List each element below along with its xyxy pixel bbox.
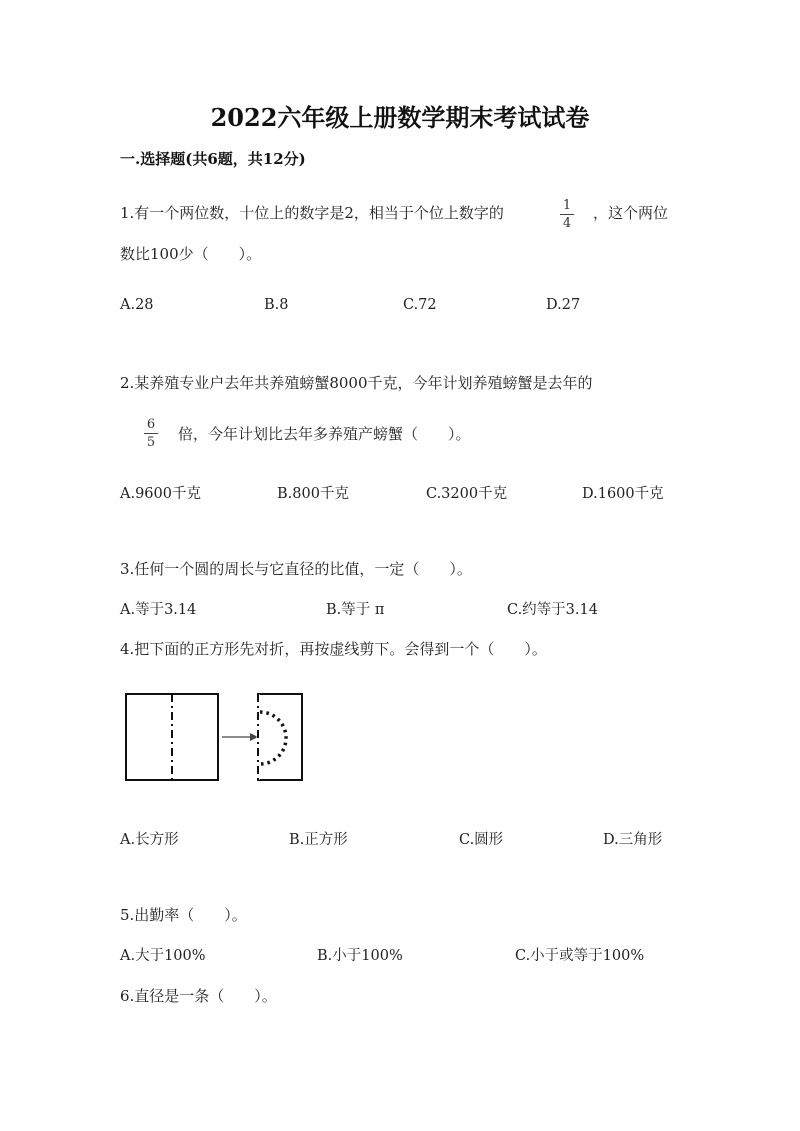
q1-option-c[interactable]: C.72 [403, 297, 437, 313]
fold-cut-diagram [122, 688, 312, 786]
q1-option-b[interactable]: B.8 [264, 297, 289, 313]
q2-option-a[interactable]: A.9600千克 [120, 486, 201, 502]
q3-option-a[interactable]: A.等于3.14 [120, 602, 197, 618]
q2-text-line1: 2.某养殖专业户去年共养殖螃蟹8000千克，今年计划养殖螃蟹是去年的 [120, 374, 593, 392]
q2-fraction-numerator: 6 [146, 417, 156, 432]
q2-fraction-denominator: 5 [146, 435, 156, 450]
q2-option-b[interactable]: B.800千克 [277, 486, 349, 502]
q2-option-d[interactable]: D.1600千克 [582, 486, 664, 502]
q3-option-c[interactable]: C.约等于3.14 [507, 602, 598, 618]
folded-rectangle [258, 694, 302, 780]
q2-text-line2: 倍，今年计划比去年多养殖产螃蟹（ ）。 [178, 425, 471, 443]
q5-option-b[interactable]: B.小于100% [317, 948, 403, 964]
q3-text: 3.任何一个圆的周长与它直径的比值，一定（ ）。 [120, 560, 472, 578]
q1-fraction-denominator: 4 [562, 216, 572, 231]
q4-option-a[interactable]: A.长方形 [120, 832, 179, 848]
q1-option-a[interactable]: A.28 [120, 297, 154, 313]
q1-fraction-numerator: 1 [562, 198, 572, 213]
q2-fraction [141, 418, 161, 449]
q1-option-d[interactable]: D.27 [546, 297, 581, 313]
q4-option-d[interactable]: D.三角形 [603, 832, 663, 848]
section-heading: 一.选择题(共6题，共12分) [120, 150, 306, 168]
cut-arc [260, 712, 286, 764]
q4-text: 4.把下面的正方形先对折，再按虚线剪下。会得到一个（ ）。 [120, 640, 547, 658]
q1-text-line2: 数比100少（ ）。 [120, 245, 262, 263]
q3-option-b[interactable]: B.等于 π [326, 602, 385, 618]
q1-text-line1: 1.有一个两位数，十位上的数字是2，相当于个位上数字的 [120, 204, 504, 222]
q5-option-c[interactable]: C.小于或等于100% [515, 948, 645, 964]
q4-option-b[interactable]: B.正方形 [289, 832, 348, 848]
q2-option-c[interactable]: C.3200千克 [426, 486, 508, 502]
q5-option-a[interactable]: A.大于100% [120, 948, 206, 964]
q1-text-line1-end: ，这个两位 [593, 204, 669, 222]
q6-text: 6.直径是一条（ ）。 [120, 987, 277, 1005]
page-title: 2022六年级上册数学期末考试试卷 [210, 103, 590, 132]
q5-text: 5.出勤率（ ）。 [120, 906, 247, 924]
q4-option-c[interactable]: C.圆形 [459, 832, 504, 848]
q1-fraction [557, 199, 577, 230]
